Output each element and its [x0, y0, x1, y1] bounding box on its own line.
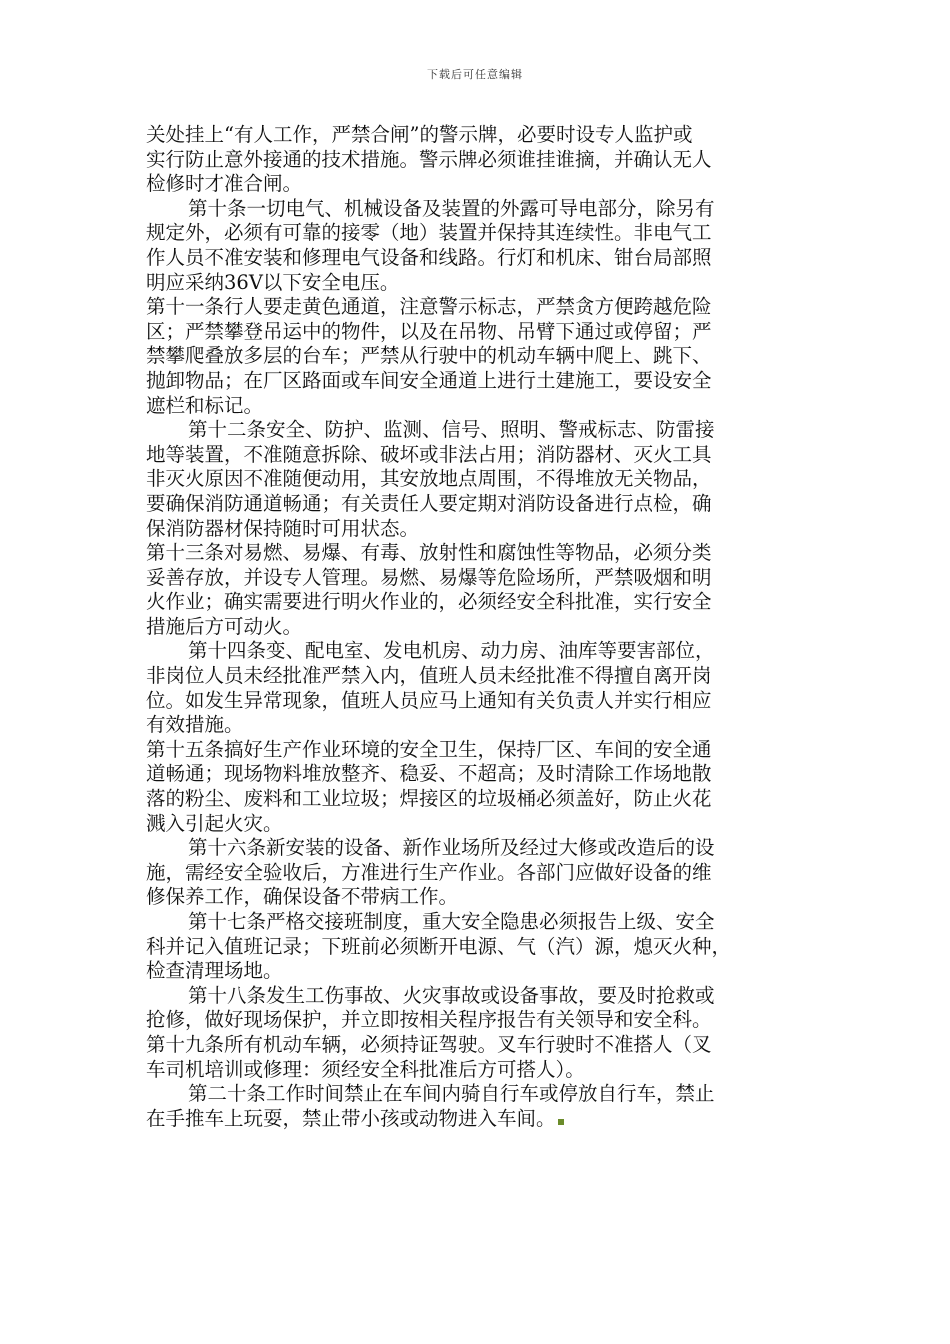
- text-line: [146, 246, 810, 271]
- text-line: [146, 517, 810, 542]
- text-line-content: 妥善存放，并设专人管理。易燃、易爆等危险场所，严禁吸烟和明: [146, 565, 712, 589]
- text-line: [146, 320, 810, 345]
- text-line: [146, 615, 810, 640]
- text-line-content: 第十八条发生工伤事故、火灾事故或设备事故，要及时抢救或: [188, 983, 715, 1007]
- text-line-content: 道畅通；现场物料堆放整齐、稳妥、不超高；及时清除工作场地散: [146, 762, 712, 786]
- text-line-content: 第十七条严格交接班制度，重大安全隐患必须报告上级、安全: [188, 910, 715, 933]
- text-line: [146, 590, 810, 615]
- text-line: [146, 639, 810, 664]
- text-line-content: 位。如发生异常现象，值班人员应马上通知有关负责人并实行相应: [146, 688, 712, 712]
- text-line: [146, 221, 810, 246]
- text-line: [146, 787, 810, 812]
- text-line-content: 第十条一切电气、机械设备及装置的外露可导电部分，除另有: [188, 196, 715, 220]
- text-line-content: 第十三条对易燃、易爆、有毒、放射性和腐蚀性等物品，必须分类: [146, 541, 712, 565]
- text-line: [146, 959, 810, 984]
- text-line: [146, 885, 810, 910]
- text-line: [146, 443, 810, 468]
- text-line-content: 车司机培训或修理：须经安全科批准后方可搭人）。: [146, 1057, 585, 1081]
- text-line-content: 遮栏和标记。: [146, 393, 264, 417]
- text-line: [146, 713, 810, 738]
- text-line: [146, 1008, 810, 1033]
- text-line-content: 溅入引起火灾。: [146, 811, 283, 835]
- text-line: [146, 541, 810, 566]
- text-line: [146, 123, 810, 148]
- text-line: [146, 861, 810, 886]
- text-line: [146, 836, 810, 861]
- text-line: [146, 689, 810, 714]
- text-line-content: 非岗位人员未经批准严禁入内，值班人员未经批准不得擅自离开岗: [146, 664, 712, 688]
- text-line-content: 禁攀爬叠放多层的台车；严禁从行驶中的机动车辆中爬上、跳下、: [146, 344, 712, 368]
- text-line-content: 明应采纳36V以下安全电压。: [146, 270, 400, 294]
- page-header: 下载后可任意编辑: [427, 68, 523, 81]
- text-line-content: 检修时才准合闸。: [146, 172, 303, 196]
- text-line-content: 区；严禁攀登吊运中的物件，以及在吊物、吊臂下通过或停留；严: [146, 319, 712, 343]
- text-line-content: 修保养工作，确保设备不带病工作。: [146, 885, 459, 909]
- text-line: [146, 492, 810, 517]
- text-line-content: 作人员不准安装和修理电气设备和线路。行灯和机床、钳台局部照: [146, 245, 712, 269]
- text-line-content: 在手推车上玩耍，禁止带小孩或动物进入车间。: [146, 1106, 556, 1130]
- text-line-content: 检查清理场地。: [146, 959, 283, 983]
- text-line: [146, 1107, 810, 1132]
- text-line-content: 第十四条变、配电室、发电机房、动力房、油库等要害部位，: [188, 639, 715, 663]
- text-line: [146, 812, 810, 837]
- text-line: [146, 467, 810, 492]
- text-line-content: 关处挂上“有人工作，严禁合闸”的警示牌，必要时设专人监护或: [146, 123, 693, 146]
- text-line-content: 措施后方可动火。: [146, 614, 303, 638]
- text-line: [146, 1082, 810, 1107]
- text-line-content: 规定外，必须有可靠的接零（地）装置并保持其连续性。非电气工: [146, 221, 712, 245]
- text-line: [146, 295, 810, 320]
- text-line-content: 非灭火原因不准随便动用，其安放地点周围，不得堆放无关物品，: [146, 467, 712, 491]
- text-line: [146, 344, 810, 369]
- text-line-content: 火作业；确实需要进行明火作业的，必须经安全科批准，实行安全: [146, 590, 712, 614]
- text-line: [146, 271, 810, 296]
- text-line: [146, 197, 810, 222]
- text-line: [146, 1058, 810, 1083]
- text-line: [146, 1033, 810, 1058]
- end-of-text-marker: [558, 1119, 564, 1125]
- text-line: [146, 935, 810, 960]
- text-line-content: 保消防器材保持随时可用状态。: [146, 516, 420, 540]
- text-line: [146, 172, 810, 197]
- text-line: [146, 148, 810, 173]
- text-line: [146, 369, 810, 394]
- text-line-content: 第十二条安全、防护、监测、信号、照明、警戒标志、防雷接: [188, 418, 715, 442]
- text-line: [146, 418, 810, 443]
- text-line-content: 第二十条工作时间禁止在车间内骑自行车或停放自行车，禁止: [188, 1082, 715, 1106]
- text-line: [146, 738, 810, 763]
- text-line: [146, 394, 810, 419]
- text-line: [146, 566, 810, 591]
- document-body: [146, 123, 810, 1131]
- text-line-content: 第十一条行人要走黄色通道，注意警示标志，严禁贪方便跨越危险: [146, 295, 712, 319]
- text-line-content: 第十五条搞好生产作业环境的安全卫生，保持厂区、车间的安全通: [146, 737, 712, 761]
- text-line-content: 落的粉尘、废料和工业垃圾；焊接区的垃圾桶必须盖好，防止火花: [146, 787, 712, 811]
- text-line-content: 实行防止意外接通的技术措施。警示牌必须谁挂谁摘，并确认无人: [146, 147, 712, 171]
- text-line-content: 第十九条所有机动车辆，必须持证驾驶。叉车行驶时不准搭人（叉: [146, 1032, 712, 1056]
- text-line-content: 施，需经安全验收后，方准进行生产作业。各部门应做好设备的维: [146, 860, 712, 884]
- text-line-content: 科并记入值班记录；下班前必须断开电源、气（汽）源，熄灭火种，: [146, 934, 732, 958]
- text-line-content: 第十六条新安装的设备、新作业场所及经过大修或改造后的设: [188, 836, 715, 860]
- text-line: [146, 910, 810, 935]
- text-line: [146, 984, 810, 1009]
- text-line-content: 地等装置，不准随意拆除、破坏或非法占用；消防器材、灭火工具: [146, 442, 712, 466]
- text-line-content: 抛卸物品；在厂区路面或车间安全通道上进行土建施工，要设安全: [146, 368, 712, 392]
- text-line-content: 抢修，做好现场保护，并立即按相关程序报告有关领导和安全科。: [146, 1008, 712, 1032]
- text-line: [146, 762, 810, 787]
- text-line-content: 有效措施。: [146, 713, 244, 737]
- text-line-content: 要确保消防通道畅通；有关责任人要定期对消防设备进行点检，确: [146, 491, 712, 515]
- text-line: [146, 664, 810, 689]
